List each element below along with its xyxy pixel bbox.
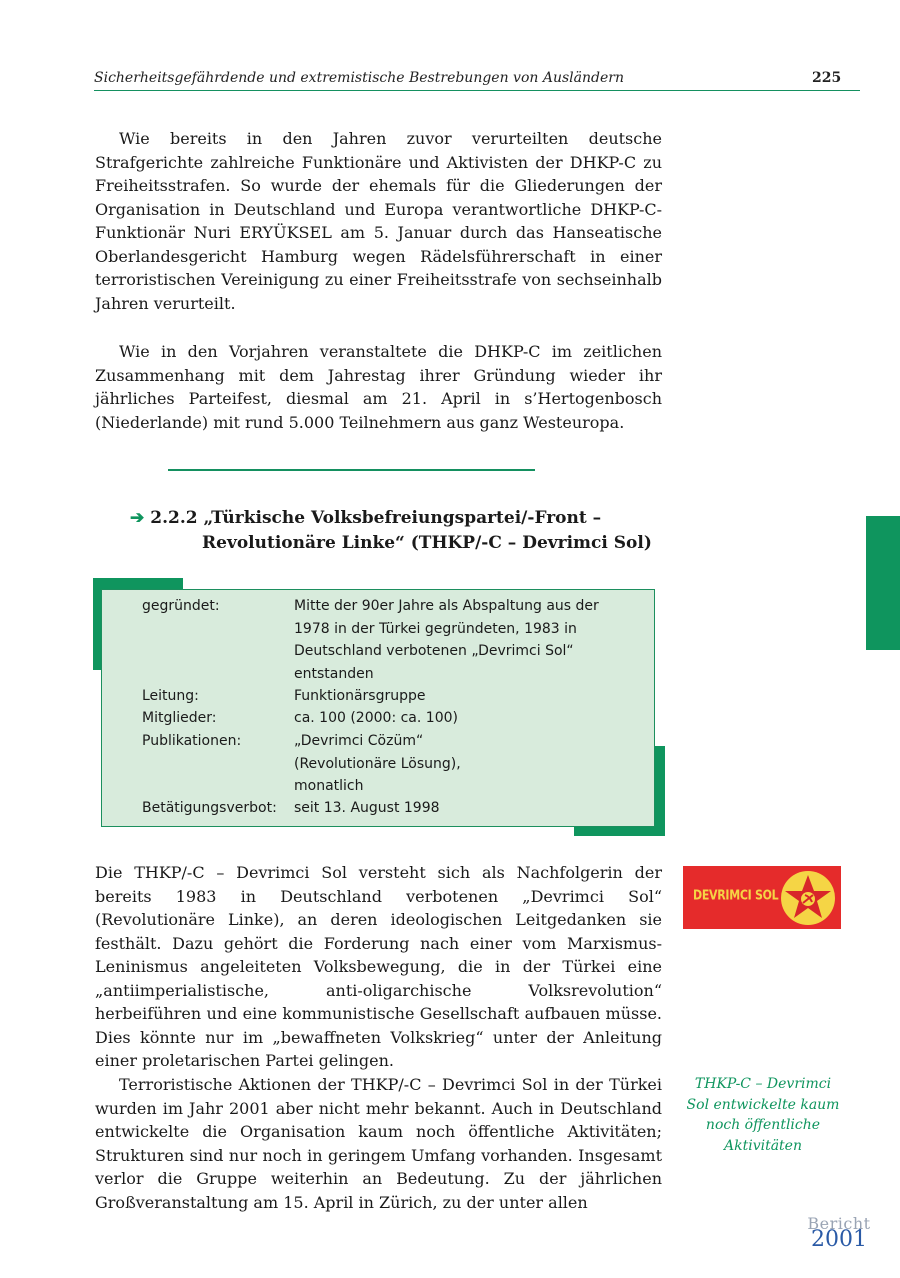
- fact-label: gegründet:: [142, 598, 220, 614]
- page-number: 225: [812, 70, 842, 86]
- fact-value: Mitte der 90er Jahre als Abspaltung aus der 1978 in der Türkei gegründeten, 1983 in Deutschland verbotenen „Devrimci Sol“ entstanden: [294, 598, 599, 682]
- section-title-line-1: „Türkische Volksbefreiungspartei/-Front –: [203, 508, 602, 528]
- fact-value: ca. 100 (2000: ca. 100): [294, 710, 458, 726]
- chapter-side-tab: [866, 516, 900, 650]
- arrow-right-icon: ➔: [130, 508, 145, 528]
- devrimci-sol-logo: [683, 866, 841, 929]
- fact-value: Funktionärsgruppe: [294, 688, 426, 704]
- fact-label: Mitglieder:: [142, 710, 217, 726]
- body-paragraph-2: Wie in den Vorjahren veranstaltete die DHKP-C im zeitlichen Zusammenhang mit dem Jahrestag ihrer Gründung wieder ihr jährliches Parteifest, diesmal am 21. April in s’Hertogenbosch (Niederlande) mit rund 5.000 Teilnehmern aus ganz Westeuropa.: [95, 342, 662, 432]
- fact-value: „Devrimci Cözüm“ (Revolutionäre Lösung), monatlich: [294, 733, 461, 794]
- fact-label: Betätigungsverbot:: [142, 800, 277, 816]
- logo-lettering: DEVRIMCI SOL: [693, 887, 779, 904]
- fact-label: Leitung:: [142, 688, 199, 704]
- section-number: 2.2.2: [150, 508, 198, 528]
- margin-note: THKP-C – Devrimci Sol entwickelte kaum noch öffentliche Aktivitäten: [686, 1076, 840, 1154]
- body-paragraph-4: Terroristische Aktionen der THKP/-C – Devrimci Sol in der Türkei wurden im Jahr 2001 aber nicht mehr bekannt. Auch in Deutschland entwickelte die Organisation kaum noch öffentliche Aktivitäten; Strukturen sind nur noch in geringem Umfang vorhanden. Insgesamt verlor die Gruppe weiterhin an Bedeutung. Zu der jährlichen Großveranstaltung am 15. April in Zürich, zu der unter allen: [95, 1075, 662, 1212]
- header-rule: [94, 90, 860, 91]
- body-paragraph-3: Die THKP/-C – Devrimci Sol versteht sich als Nachfolgerin der bereits 1983 in Deutschland verbotenen „Devrimci Sol“ (Revolutionäre Linke), an deren ideologischen Leitgedanken sie festhält. Dazu gehört die Forderung nach einer vom Marxismus-Leninismus angeleiteten Volksbewegung, die in der Türkei eine „antiimperialistische, anti-oligarchische Volksrevolution“ herbeiführen und eine kommunistische Gesellschaft aufbauen müsse. Dies könnte nur im „bewaffneten Volkskrieg“ unter der Anleitung einer proletarischen Partei gelingen.: [95, 863, 662, 1070]
- body-paragraph-1: Wie bereits in den Jahren zuvor verurteilten deutsche Strafgerichte zahlreiche Funktionäre und Aktivisten der DHKP-C zu Freiheitsstrafen. So wurde der ehemals für die Gliederungen der Organisation in Deutschland und Europa verantwortliche DHKP-C-Funktionär Nuri ERYÜKSEL am 5. Januar durch das Hanseatische Oberlandesgericht Hamburg wegen Rädelsführerschaft in einer terroristischen Vereinigung zu einer Freiheitsstrafe von sechseinhalb Jahren verurteilt.: [95, 129, 662, 313]
- running-header-title: Sicherheitsgefährdende und extremistische Bestrebungen von Ausländern: [94, 70, 624, 86]
- report-year: 2001: [811, 1227, 867, 1252]
- report-label-text: Bericht: [807, 1214, 871, 1233]
- fact-label: Publikationen:: [142, 733, 242, 749]
- section-heading: [130, 506, 690, 556]
- section-title-line-2: Revolutionäre Linke“ (THKP/-C – Devrimci Sol): [202, 533, 652, 553]
- organization-fact-box: [101, 589, 655, 827]
- star-emblem-icon: [779, 869, 837, 927]
- section-separator-rule: [168, 469, 535, 471]
- fact-value: seit 13. August 1998: [294, 800, 440, 816]
